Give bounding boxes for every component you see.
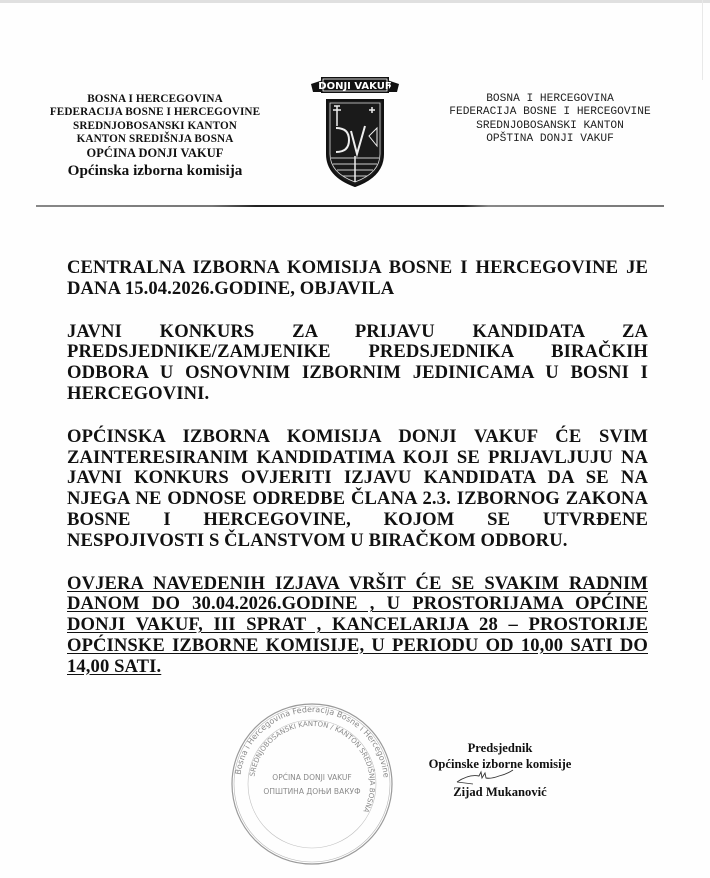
text-line: NESPOJIVOSTI S ČLANSTVOM U BIRAČKOM ODBORU. bbox=[67, 529, 568, 551]
official-stamp-icon bbox=[228, 700, 396, 868]
header-left-line: SREDNJOBOSANSKI KANTON bbox=[73, 119, 237, 132]
text-line: ZAINTERESIRANIM KANDIDATIMA KOJI SE PRIJAVLJUJU NA bbox=[67, 446, 648, 468]
text-line: DANOM DO 30.04.2026.GODINE , U PROSTORIJAMA OPĆINE bbox=[67, 593, 648, 615]
text-line: JAVNI KONKURS ZA PRIJAVU KANDIDATA ZA bbox=[67, 320, 648, 342]
header-right bbox=[420, 93, 680, 146]
signatory-title: Predsjednik bbox=[467, 741, 533, 755]
stamp-outer-text: Bosna i Hercegovina Federacija Bosne i Hercegovine bbox=[233, 704, 391, 779]
paragraph-commission-notice bbox=[67, 427, 648, 552]
text-line: NJEGA NE ODNOSE ODREDBE ČLANA 2.3. IZBORNOG ZAKONA bbox=[67, 488, 648, 510]
header-left-line: OPĆINA DONJI VAKUF bbox=[86, 146, 224, 161]
text-line: ODBORA U OSNOVNIM IZBORNIM JEDINICAMA U BOSNI I bbox=[67, 362, 648, 384]
text-line: OVJERA NAVEDENIH IZJAVA VRŠIT ĆE SE SVAKIM RADNIM bbox=[67, 572, 648, 594]
stamp-center-line-1: OPĆINA DONJI VAKUF bbox=[272, 773, 352, 782]
stamp-center-line-2: ОПШТИНА ДОЊИ ВАКУФ bbox=[263, 787, 361, 796]
stamp-middle-text: SREDNJOBOSANSKI KANTON / KANTON SREDIŠNJA BOSNA bbox=[248, 719, 377, 814]
header-left-line: FEDERACIJA BOSNE I HERCEGOVINE bbox=[49, 106, 261, 119]
top-edge-strip bbox=[0, 0, 710, 3]
text-line: DONJI VAKUF, III SPRAT , KANCELARIJA 28 – PROSTORIJE bbox=[67, 614, 648, 636]
signatory-body: Općinske izborne komisije bbox=[428, 757, 572, 771]
text-line: HERCEGOVINI. bbox=[67, 382, 210, 404]
text-line: BOSNE I HERCEGOVINE, KOJOM SE UTVRĐENE bbox=[67, 508, 648, 530]
text-line: OPĆINSKE IZBORNE KOMISIJE, U PERIODU OD 10,00 SATI DO bbox=[67, 634, 648, 656]
header-right-line: SREDNJOBOSANSKI KANTON bbox=[476, 119, 624, 132]
paragraph-public-call bbox=[67, 322, 648, 405]
text-line: DANA 15.04.2026.GODINE, OBJAVILA bbox=[67, 277, 395, 299]
text-line: 14,00 SATI. bbox=[67, 655, 162, 677]
header-right-line: FEDERACIJA BOSNE I HERCEGOVINE bbox=[449, 106, 651, 119]
stamp-outer-ring bbox=[232, 704, 392, 864]
signatory-name: Zijad Mukanović bbox=[453, 785, 547, 799]
text-line: PREDSJEDNIKE/ZAMJENIKE PREDSJEDNIKA BIRAČKIH bbox=[67, 341, 648, 363]
header-left-line: KANTON SREDIŠNJA BOSNA bbox=[76, 132, 234, 145]
document-body bbox=[67, 258, 648, 700]
header-divider bbox=[36, 205, 664, 207]
text-line: OPĆINSKA IZBORNA KOMISIJA DONJI VAKUF ĆE SVIM bbox=[67, 425, 648, 447]
header-left bbox=[30, 93, 280, 180]
header-right-line: BOSNA I HERCEGOVINA bbox=[486, 93, 614, 105]
text-line: JAVNI KONKURS OVJERITI IZJAVU KANDIDATA DA SE NA bbox=[67, 467, 648, 489]
header-right-line: OPŠTINA DONJI VAKUF bbox=[486, 132, 614, 145]
emblem-banner-text: DONJI VAKUF bbox=[318, 81, 392, 92]
coat-of-arms-icon bbox=[309, 76, 401, 188]
handwritten-signature-icon bbox=[455, 768, 525, 786]
paragraph-verification-schedule bbox=[67, 574, 648, 678]
scan-edge-line bbox=[702, 0, 703, 80]
text-line: CENTRALNA IZBORNA KOMISIJA BOSNE I HERCEGOVINE JE bbox=[67, 257, 648, 278]
paragraph-announcement bbox=[67, 258, 648, 300]
header-left-subtitle: Općinska izborna komisija bbox=[67, 162, 243, 180]
header-left-line: BOSNA I HERCEGOVINA bbox=[87, 93, 223, 105]
